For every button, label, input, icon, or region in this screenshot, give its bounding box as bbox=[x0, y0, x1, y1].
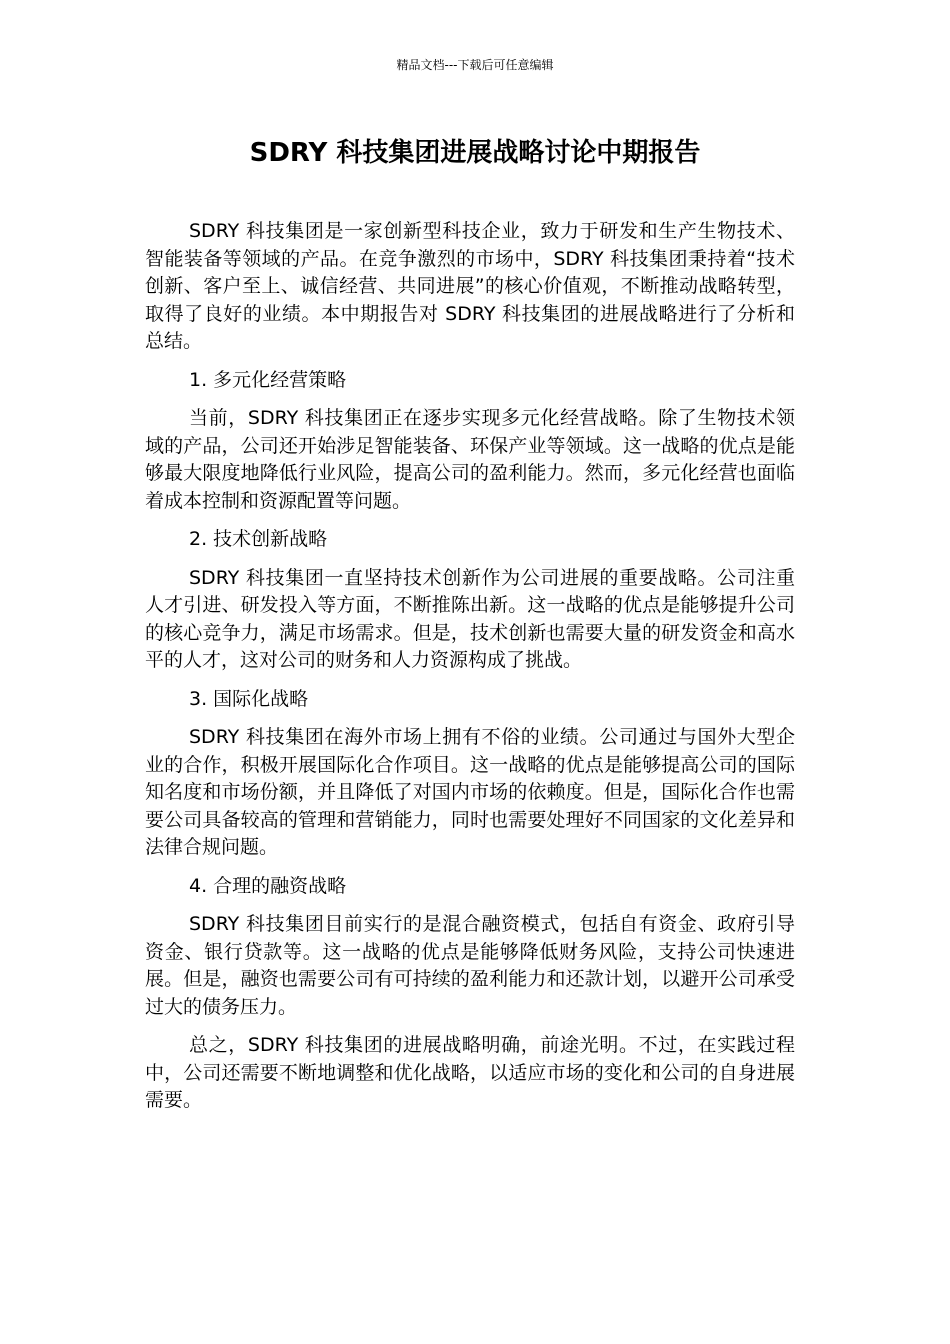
section-text-financing: SDRY 科技集团目前实行的是混合融资模式，包括自有资金、政府引导资金、银行贷款等。这一战略的优点是能够降低财务风险，支持公司快速进展。但是，融资也需要公司有可持续的盈利能力和还款计划，以避开公司承受过大的债务压力。 bbox=[145, 913, 795, 1018]
document-body bbox=[145, 218, 795, 1126]
conclusion-paragraph: 总之，SDRY 科技集团的进展战略明确，前途光明。不过，在实践过程中，公司还需要不断地调整和优化战略，以适应市场的变化和公司的自身进展需要。 bbox=[145, 1034, 795, 1111]
section-text-internationalization: SDRY 科技集团在海外市场上拥有不俗的业绩。公司通过与国外大型企业的合作，积极开展国际化合作项目。这一战略的优点是能够提高公司的国际知名度和市场份额，并且降低了对国内市场的依赖度。但是，国际化合作也需要公司具备较高的管理和营销能力，同时也需要处理好不同国家的文化差异和法律合规问题。 bbox=[145, 726, 795, 858]
section-heading-internationalization: 3. 国际化战略 bbox=[189, 687, 309, 710]
section-text-diversification: 当前，SDRY 科技集团正在逐步实现多元化经营战略。除了生物技术领域的产品，公司还开始涉足智能装备、环保产业等领域。这一战略的优点是能够最大限度地降低行业风险，提高公司的盈利能力。然而，多元化经营也面临着成本控制和资源配置等问题。 bbox=[145, 407, 795, 512]
section-heading-innovation: 2. 技术创新战略 bbox=[189, 528, 328, 550]
document-title: SDRY 科技集团进展战略讨论中期报告 bbox=[249, 138, 701, 168]
section-text-innovation: SDRY 科技集团一直坚持技术创新作为公司进展的重要战略。公司注重人才引进、研发投入等方面，不断推陈出新。这一战略的优点是能够提升公司的核心竞争力，满足市场需求。但是，技术创新也需要大量的研发资金和高水平的人才，这对公司的财务和人力资源构成了挑战。 bbox=[145, 566, 795, 671]
section-heading-diversification: 1. 多元化经营策略 bbox=[189, 368, 347, 391]
header-note: 精品文档---下载后可任意编辑 bbox=[396, 58, 554, 72]
section-heading-financing: 4. 合理的融资战略 bbox=[189, 874, 347, 897]
intro-paragraph: SDRY 科技集团是一家创新型科技企业，致力于研发和生产生物技术、智能装备等领域的产品。在竞争激烈的市场中，SDRY 科技集团秉持着“技术创新、客户至上、诚信经营、共同进展”的核心价值观，不断推动战略转型，取得了良好的业绩。本中期报告对 SDRY 科技集团的进展战略进行了分析和总结。 bbox=[145, 220, 795, 352]
